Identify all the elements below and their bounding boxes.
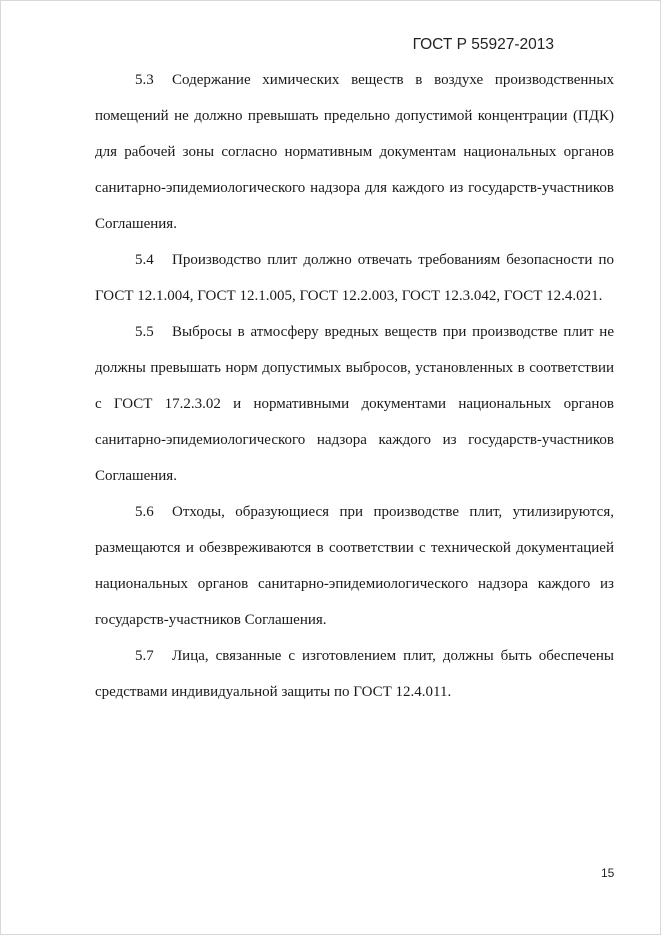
paragraph-5-3 xyxy=(95,62,614,242)
document-body xyxy=(95,62,614,710)
paragraph-5-5 xyxy=(95,314,614,494)
paragraph-5-7 xyxy=(95,638,614,710)
paragraph-text: Лица, связанные с изготовлением плит, должны быть обеспечены средствами индивидуальной защиты по ГОСТ 12.4.011. xyxy=(95,648,614,700)
paragraph-5-4 xyxy=(95,242,614,314)
paragraph-number: 5.7 xyxy=(135,648,154,664)
paragraph-number: 5.5 xyxy=(135,324,154,340)
paragraph-number: 5.3 xyxy=(135,72,154,88)
paragraph-text: Содержание химических веществ в воздухе производственных помещений не должно превышать предельно допустимой концентрации (ПДК) для рабочей зоны согласно нормативным документам национальных органов санитарно-эпидемиологического надзора для каждого из государств-участников Соглашения. xyxy=(95,72,614,232)
paragraph-number: 5.4 xyxy=(135,252,154,268)
paragraph-5-6 xyxy=(95,494,614,638)
page-number: 15 xyxy=(601,866,615,880)
paragraph-text: Отходы, образующиеся при производстве плит, утилизируются, размещаются и обезвреживаются в соответствии с технической документацией национальных органов санитарно-эпидемиологического надзора каждого из государств-участников Соглашения. xyxy=(95,504,614,628)
paragraph-text: Производство плит должно отвечать требованиям безопасности по ГОСТ 12.1.004, ГОСТ 12.1.005, ГОСТ 12.2.003, ГОСТ 12.3.042, ГОСТ 12.4.021. xyxy=(95,252,614,304)
document-standard-header: ГОСТ Р 55927-2013 xyxy=(412,36,554,53)
paragraph-number: 5.6 xyxy=(135,504,154,520)
paragraph-text: Выбросы в атмосферу вредных веществ при производстве плит не должны превышать норм допустимых выбросов, установленных в соответствии с ГОСТ 17.2.3.02 и нормативными документами национальных органов санитарно-эпидемиологического надзора каждого из государств-участников Соглашения. xyxy=(95,324,614,484)
